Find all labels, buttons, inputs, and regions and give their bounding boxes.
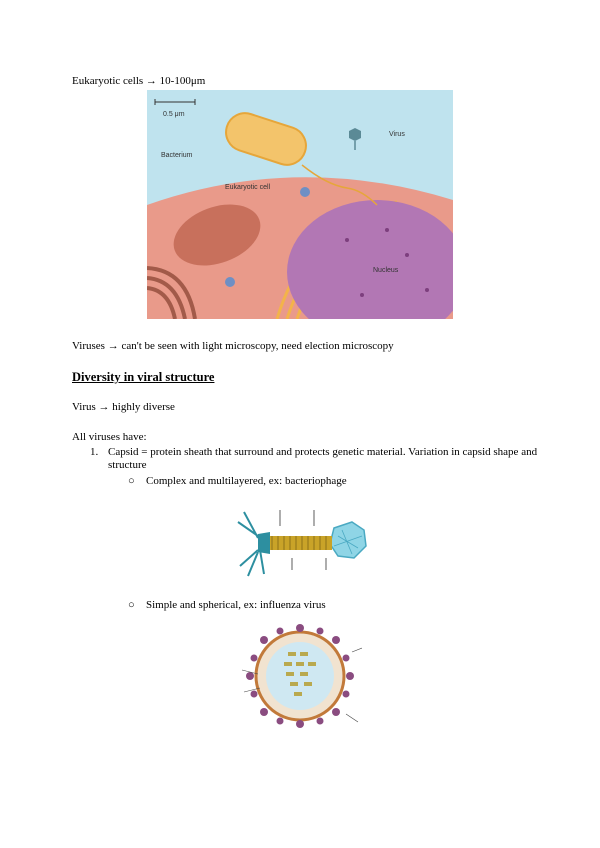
list-item-1-text: Capsid = protein sheath that surround and protects genetic material. Variation in capsid shape and structure bbox=[108, 446, 538, 471]
nucleus-label: Nucleus bbox=[373, 267, 399, 274]
viruses-microscopy-line: Viruses → can't be seen with light microscopy, need election microscopy bbox=[72, 340, 394, 352]
list-number-1: 1. bbox=[90, 446, 99, 458]
section-heading: Diversity in viral structure bbox=[72, 370, 215, 384]
eukaryotic-size-line: Eukaryotic cells → 10-100μm bbox=[72, 75, 206, 87]
sub-item-2-text: Simple and spherical, ex: influenza virus bbox=[146, 599, 326, 611]
virus-label: Virus bbox=[389, 131, 405, 138]
cell-comparison-figure bbox=[147, 90, 453, 319]
bacteriophage-figure bbox=[234, 500, 372, 580]
virus-diverse-line: Virus → highly diverse bbox=[72, 401, 175, 413]
scale-label: 0.5 μm bbox=[163, 111, 185, 118]
sub-bullet-2: ○ bbox=[128, 599, 135, 611]
influenza-virus-figure bbox=[238, 622, 362, 730]
sub-item-1-text: Complex and multilayered, ex: bacteriophage bbox=[146, 475, 347, 487]
sub-bullet-1: ○ bbox=[128, 475, 135, 487]
eukaryotic-cell-label: Eukaryotic cell bbox=[225, 184, 271, 191]
all-viruses-have-line: All viruses have: bbox=[72, 431, 147, 443]
bacterium-label: Bacterium bbox=[161, 152, 193, 159]
